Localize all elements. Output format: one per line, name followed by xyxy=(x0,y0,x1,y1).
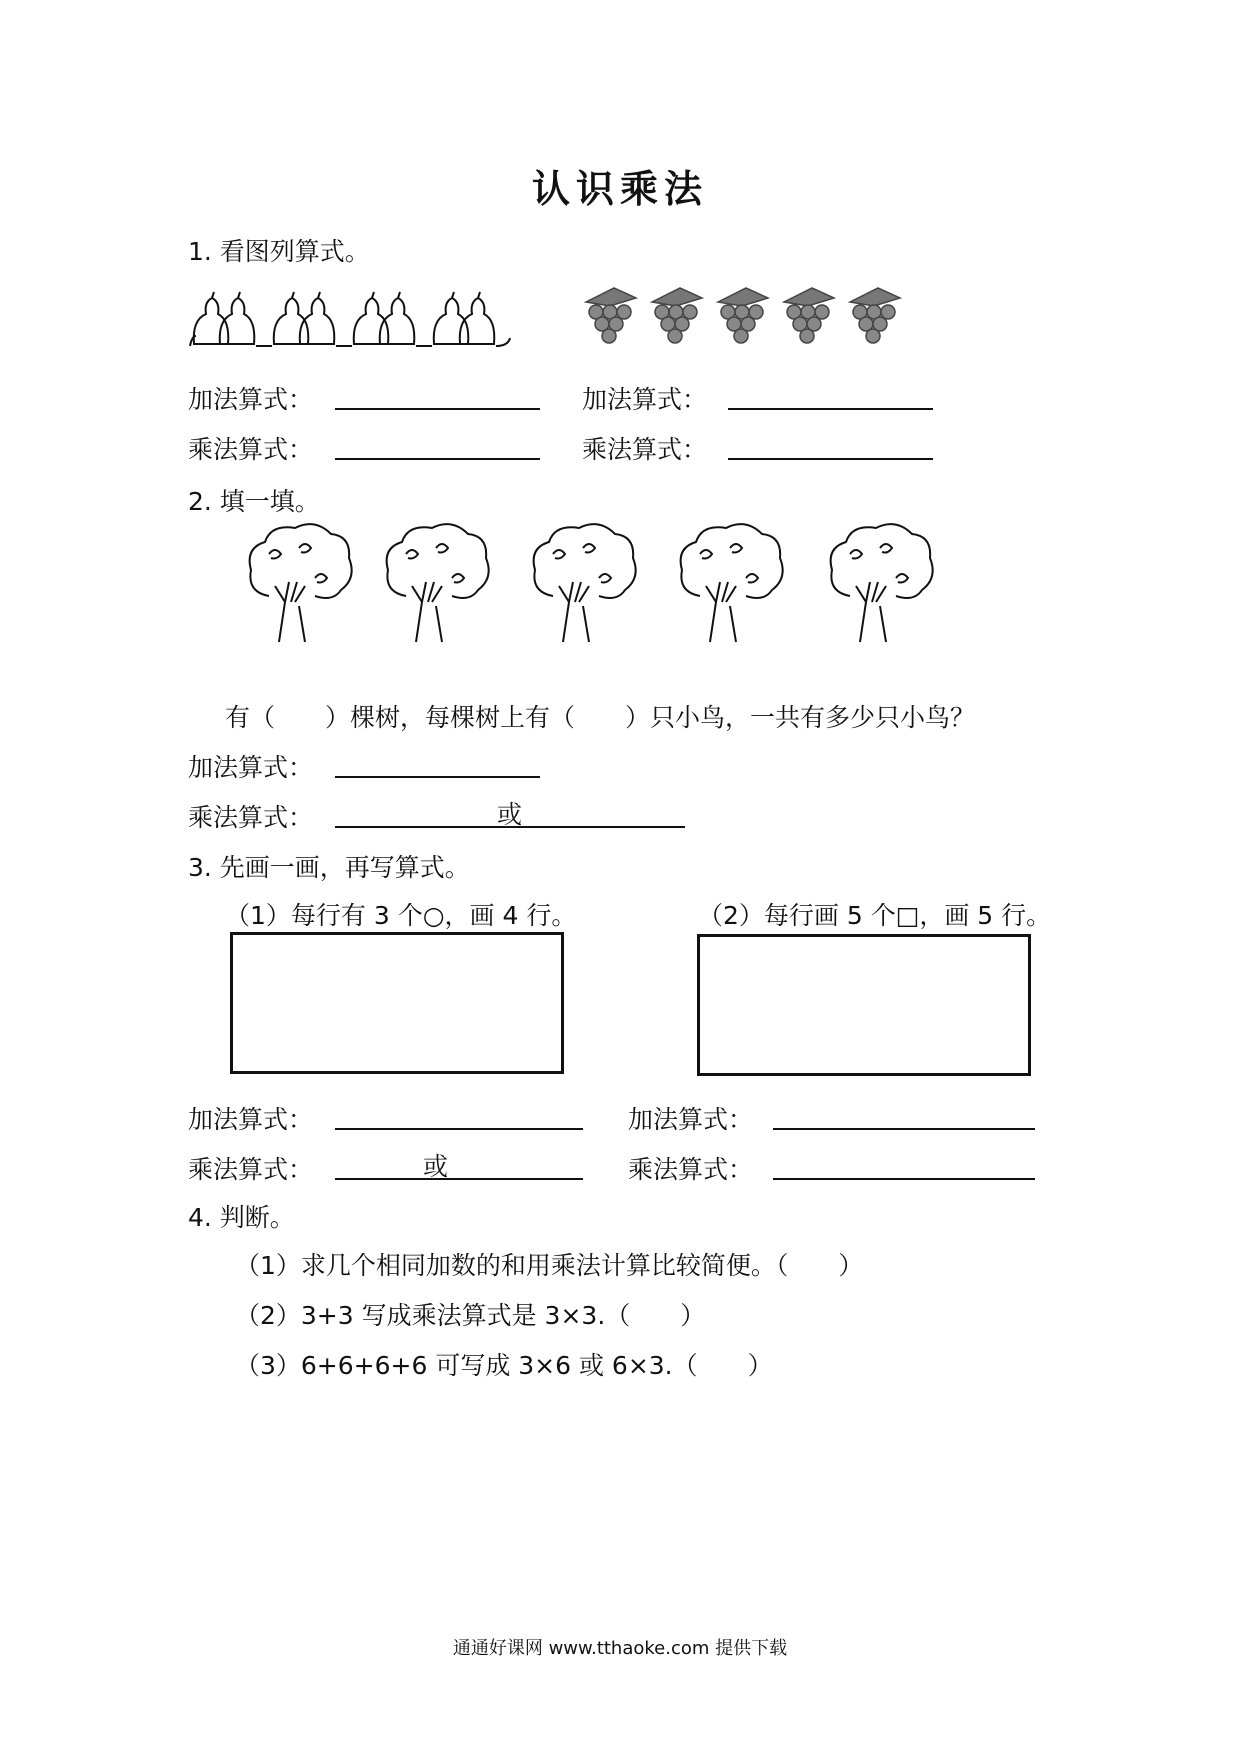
q1-right-mul-answer-line[interactable] xyxy=(728,458,933,460)
q3-right-mul-answer-line[interactable] xyxy=(773,1178,1035,1180)
q3-part1-drawing-box[interactable] xyxy=(230,932,564,1074)
q3-left-add-label: 加法算式： xyxy=(188,1105,314,1134)
question-4-heading: 4. 判断。 xyxy=(188,1203,295,1232)
q1-right-add-answer-line[interactable] xyxy=(728,408,933,410)
q1-left-add-label: 加法算式： xyxy=(188,385,314,414)
page-title: 认识乘法 xyxy=(531,167,708,211)
q2-or-text: 或 xyxy=(497,800,523,829)
q4-statement-2: （2）3+3 写成乘法算式是 3×3.（ ） xyxy=(235,1301,706,1330)
trees-with-birds-illustration xyxy=(245,522,945,644)
question-3-heading: 3. 先画一画，再写算式。 xyxy=(188,853,470,882)
grapes-illustration xyxy=(580,282,910,352)
q3-part2-instruction: （2）每行画 5 个□，画 5 行。 xyxy=(698,901,1052,930)
q3-part2-drawing-box[interactable] xyxy=(697,934,1031,1076)
q1-left-add-answer-line[interactable] xyxy=(335,408,540,410)
q4-statement-3: （3）6+6+6+6 可写成 3×6 或 6×3.（ ） xyxy=(235,1351,773,1380)
q2-mul-label: 乘法算式： xyxy=(188,803,314,832)
q3-left-add-answer-line[interactable] xyxy=(335,1128,583,1130)
q2-add-label: 加法算式： xyxy=(188,753,314,782)
question-2-heading: 2. 填一填。 xyxy=(188,487,320,516)
q1-right-add-label: 加法算式： xyxy=(582,385,708,414)
q3-right-add-answer-line[interactable] xyxy=(773,1128,1035,1130)
q4-statement-1: （1）求几个相同加数的和用乘法计算比较简便。（ ） xyxy=(235,1251,864,1280)
q3-or-text: 或 xyxy=(423,1152,449,1181)
q1-left-mul-label: 乘法算式： xyxy=(188,435,314,464)
question-1-heading: 1. 看图列算式。 xyxy=(188,237,370,266)
q3-part1-instruction: （1）每行有 3 个○，画 4 行。 xyxy=(225,901,577,930)
q2-sentence: 有（ ）棵树，每棵树上有（ ）只小鸟，一共有多少只小鸟？ xyxy=(225,703,976,732)
q1-right-mul-label: 乘法算式： xyxy=(582,435,708,464)
q3-left-mul-label: 乘法算式： xyxy=(188,1155,314,1184)
q3-left-mul-answer-line[interactable] xyxy=(335,1178,583,1180)
q3-right-mul-label: 乘法算式： xyxy=(628,1155,754,1184)
q2-add-answer-line[interactable] xyxy=(335,776,540,778)
pear-illustration xyxy=(190,290,520,352)
q3-right-add-label: 加法算式： xyxy=(628,1105,754,1134)
page-footer: 通通好课网 www.tthaoke.com 提供下载 xyxy=(452,1638,788,1659)
q1-left-mul-answer-line[interactable] xyxy=(335,458,540,460)
